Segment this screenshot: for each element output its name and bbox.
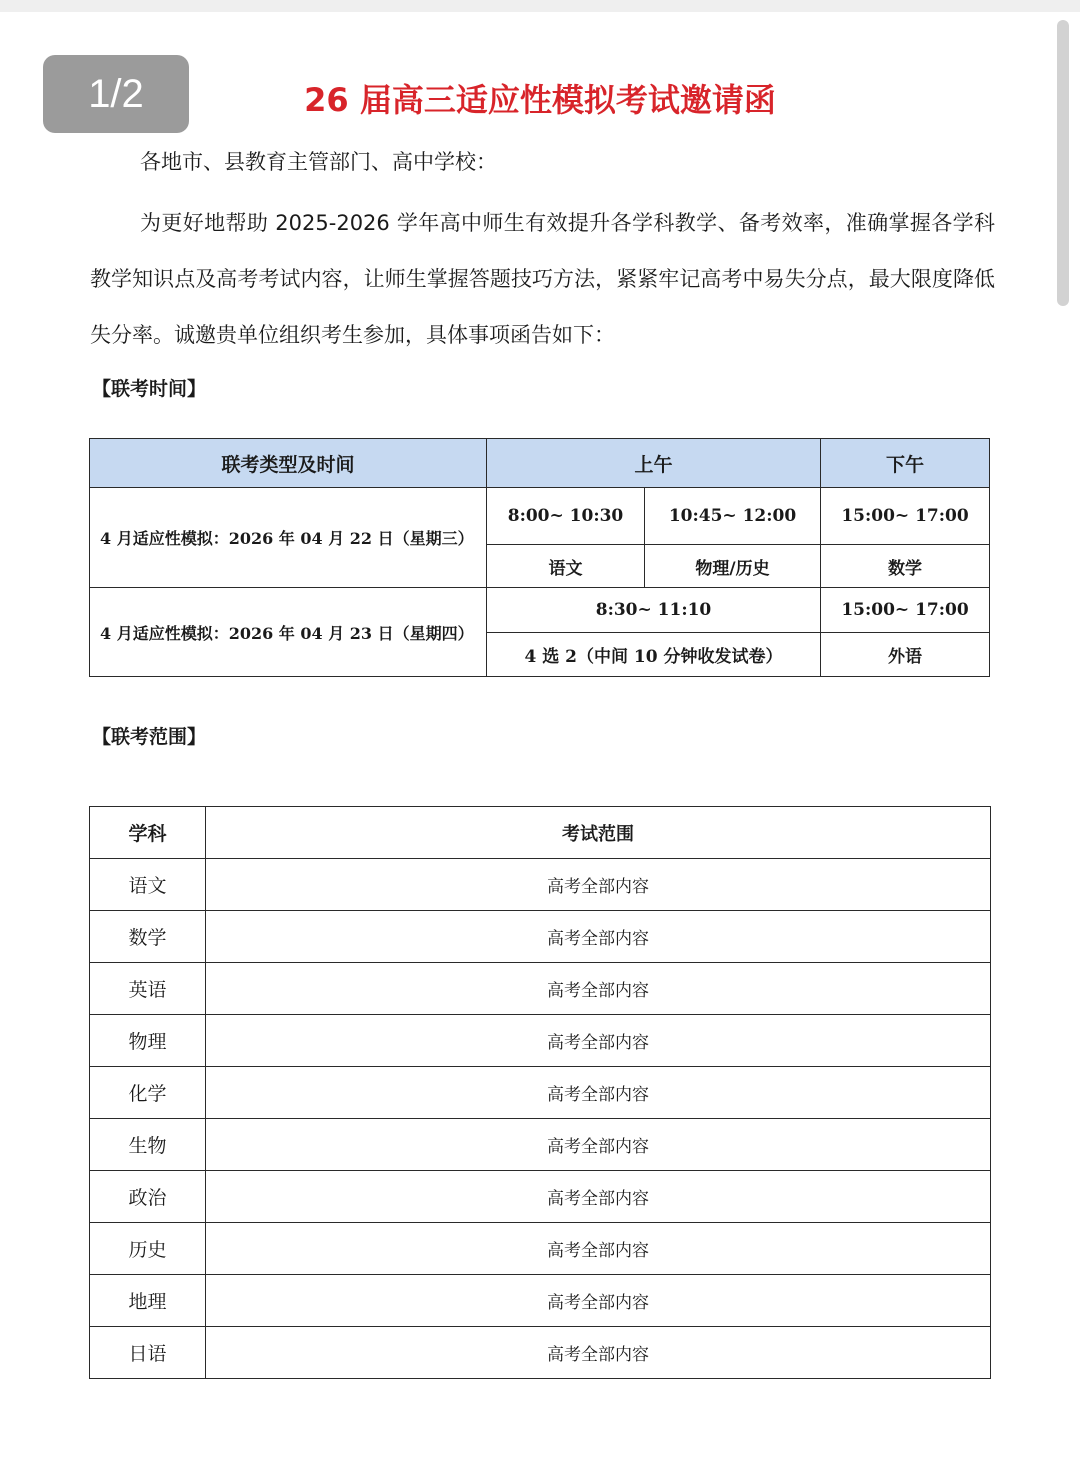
header-afternoon: 下午 [821,439,990,488]
intro-paragraph: 为更好地帮助 2025-2026 学年高中师生有效提升各学科教学、备考效率，准确掌握各学科教学知识点及高考考试内容，让师生掌握答题技巧方法，紧紧牢记高考中易失分点，最大限度降低失分率。诚邀贵单位组织考生参加，具体事项函告如下： [90,211,995,347]
table-row [90,1119,991,1171]
range-cell: 高考全部内容 [206,1015,991,1067]
page-indicator: 1/2 [43,55,189,133]
range-cell: 高考全部内容 [206,1119,991,1171]
section-heading-exam-scope: 【联考范围】 [92,726,207,748]
day1-subject-2: 物理/历史 [645,545,821,588]
day1-time-2: 10:45~ 12:00 [645,488,821,545]
table-row [90,1067,991,1119]
day1-label: 4 月适应性模拟：2026 年 04 月 22 日（星期三） [90,488,487,588]
day2-label: 4 月适应性模拟：2026 年 04 月 23 日（星期四） [90,588,487,677]
subject-cell: 数学 [90,911,206,963]
table-row [90,1171,991,1223]
range-cell: 高考全部内容 [206,1067,991,1119]
subject-cell: 英语 [90,963,206,1015]
range-cell: 高考全部内容 [206,911,991,963]
day2-time-2: 15:00~ 17:00 [821,588,990,633]
subject-cell: 化学 [90,1067,206,1119]
day2-subject-1: 4 选 2（中间 10 分钟收发试卷） [487,633,821,677]
header-morning: 上午 [487,439,821,488]
schedule-row [90,488,990,545]
section-heading-exam-time: 【联考时间】 [92,378,207,400]
exam-schedule-table [89,438,990,677]
exam-scope-table [89,806,991,1379]
range-cell: 高考全部内容 [206,963,991,1015]
day1-time-1: 8:00~ 10:30 [487,488,645,545]
table-row [90,963,991,1015]
day2-time-1: 8:30~ 11:10 [487,588,821,633]
schedule-row [90,588,990,633]
subject-cell: 生物 [90,1119,206,1171]
subject-cell: 语文 [90,859,206,911]
table-row [90,859,991,911]
range-cell: 高考全部内容 [206,859,991,911]
subject-cell: 历史 [90,1223,206,1275]
table-row [90,1275,991,1327]
day1-subject-1: 语文 [487,545,645,588]
day1-time-3: 15:00~ 17:00 [821,488,990,545]
subject-cell: 地理 [90,1275,206,1327]
range-cell: 高考全部内容 [206,1171,991,1223]
salutation: 各地市、县教育主管部门、高中学校： [140,150,497,174]
table-row [90,1327,991,1379]
subject-cell: 政治 [90,1171,206,1223]
vertical-scrollbar[interactable] [1057,20,1069,306]
header-type-time: 联考类型及时间 [90,439,487,488]
viewer-top-bar [0,0,1080,12]
range-cell: 高考全部内容 [206,1223,991,1275]
table-row [90,911,991,963]
range-cell: 高考全部内容 [206,1275,991,1327]
table-row [90,1223,991,1275]
document-title: 26 届高三适应性模拟考试邀请函 [304,81,776,119]
scope-header-row [90,807,991,859]
schedule-header-row [90,439,990,488]
header-range: 考试范围 [206,807,991,859]
header-subject: 学科 [90,807,206,859]
subject-cell: 日语 [90,1327,206,1379]
subject-cell: 物理 [90,1015,206,1067]
table-row [90,1015,991,1067]
range-cell: 高考全部内容 [206,1327,991,1379]
day1-subject-3: 数学 [821,545,990,588]
day2-subject-2: 外语 [821,633,990,677]
